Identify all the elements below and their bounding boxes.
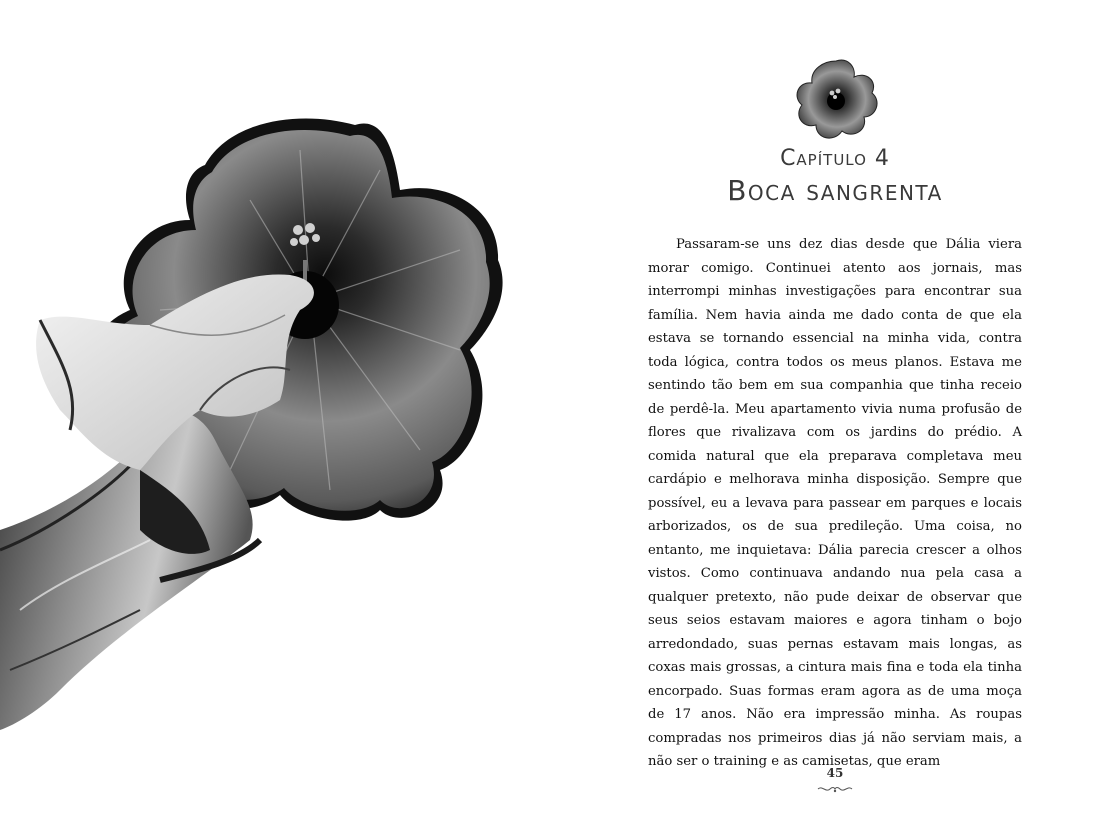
chapter-title: Boca sangrenta — [727, 174, 943, 207]
hibiscus-illustration — [0, 110, 510, 750]
body-paragraph: Passaram-se uns dez dias desde que Dália viera morar comigo. Continuei atento aos jornais, mas interrompi minhas investigações para encontrar sua família. Nem havia ainda me dado conta de que ela estava se tornando essencial na minha vida, contra toda lógica, contra todos os meus planos. Estava me sentindo tão bem em sua companhia que tinha receio de perdê-la. Meu apartamento vivia numa profusão de flores que rivalizava com os jardins do prédio. A comida natural que ela preparava completava meu cardápio e melhorava minha disposição. Sempre que possível, eu a levava para passear em parques e locais arborizados, os de sua predileção. Uma coisa, no entanto, me inquietava: Dália parecia crescer a olhos vistos. Como continuava andando nua pela casa a qualquer pretexto, não pude deixar de observar que seus seios estavam maiores e agora tinham o bojo arredondado, suas pernas estavam mais longas, as coxas mais grossas, a cintura mais fina e toda ela tinha encorpado. Suas formas eram agora as de uma moça de 17 anos. Não era impressão minha. As roupas compradas nos primeiros dias já não serviam mais, a não ser o training e as camisetas, que eram — [648, 237, 1022, 769]
right-page — [560, 0, 1100, 824]
chapter-label: Capítulo 4 — [780, 146, 890, 171]
hibiscus-flower-icon — [790, 55, 882, 143]
flourish-icon — [816, 783, 854, 795]
page-number: 45 — [826, 766, 844, 780]
body-text — [648, 233, 1022, 774]
